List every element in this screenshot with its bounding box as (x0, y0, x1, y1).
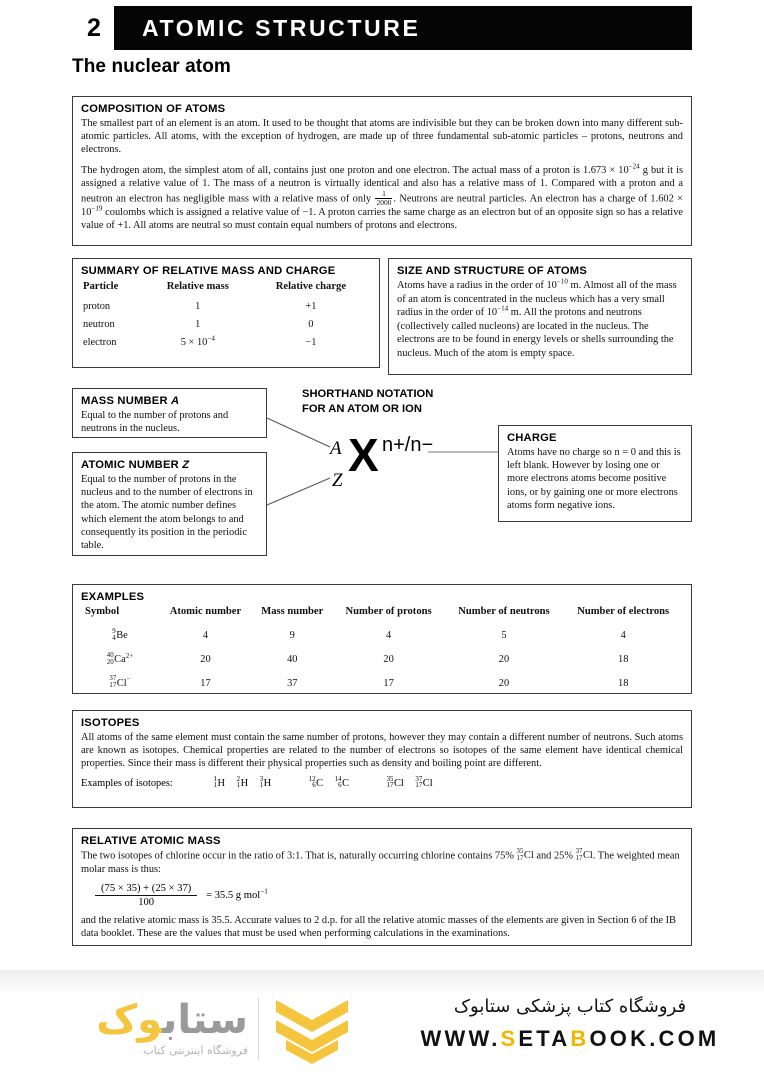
chevron-icon (272, 998, 352, 1064)
column-header-relative-mass: Relative mass (166, 281, 229, 292)
isotope-group-chlorine (387, 777, 442, 791)
size-structure-body: Atoms have a radius in the order of $10^{-10}$ m. Almost all of the mass of an atom is concentrated in the nucleus which has a very small radius in the order of $10^{-14}$ m. All the protons and neutrons (collectively called nucleons) are located in the nucleus. The electrons are to be found in energy levels or shells surrounding the nucleus. Much of the atom is empty space. (397, 277, 677, 359)
summary-relative-mass-charge-panel (72, 258, 380, 368)
shorthand-notation-label (302, 387, 492, 417)
url-letter-b: B (570, 1026, 590, 1051)
atomic-number-title: ATOMIC NUMBER Z (81, 459, 190, 471)
cell-relative-mass: 1 (195, 318, 201, 330)
equation-denominator: 100 (138, 896, 155, 908)
mass-number-symbol: A (171, 395, 180, 407)
isotope-notation: 37 17 Cl (575, 848, 593, 862)
ion-charge: − (126, 675, 131, 684)
brand-url[interactable] (400, 1026, 740, 1052)
cell-atomic-number: 17 (200, 677, 211, 689)
isotope-notation: 37 17 Cl− (109, 675, 131, 690)
isotope-group-hydrogen (214, 777, 281, 791)
size-structure-of-atoms-panel (388, 258, 692, 375)
cell-electrons: 18 (618, 654, 629, 666)
isotope-notation: 37 17 Cl (415, 775, 433, 790)
shorthand-label-line-2: FOR AN ATOM OR ION (302, 403, 422, 415)
column-header-atomic-number: Atomic number (169, 606, 242, 617)
cell-relative-mass: 1 (195, 300, 201, 312)
percent-cl35: 75% (494, 850, 514, 862)
equation-numerator: (75 × 35) + (25 × 37) (95, 883, 197, 896)
isotope-notation: 14 6 C (334, 775, 349, 790)
atomic-number-body: Equal to the number of protons in the nucleus and to the number of electrons in the atom. The atomic number defines which element the atom belongs to and consequently its position in the periodic table. (81, 474, 253, 552)
column-header-mass-number: Mass number (261, 606, 324, 617)
examples-table (81, 605, 683, 695)
chapter-number: 2 (87, 14, 101, 42)
cell-relative-charge: +1 (305, 300, 317, 312)
charge-callout-box (498, 425, 692, 522)
examples-title: EXAMPLES (81, 591, 145, 603)
atomic-number-callout-box (72, 452, 267, 556)
cell-relative-charge: −1 (305, 336, 317, 348)
notation-charge: n+/n− (382, 434, 434, 456)
table-row (81, 315, 371, 333)
cell-symbol (81, 648, 159, 672)
isotopes-examples-label: Examples of isotopes: (81, 777, 173, 789)
mass-number-title: MASS NUMBER A (81, 395, 180, 407)
isotope-group-carbon (309, 777, 358, 791)
cell-particle: electron (83, 336, 117, 348)
logo-divider (258, 998, 259, 1060)
relative-atomic-mass-title: RELATIVE ATOMIC MASS (81, 835, 221, 847)
charge-title: CHARGE (507, 432, 557, 444)
page-title: The nuclear atom (72, 56, 231, 77)
cell-protons: 4 (385, 630, 392, 642)
cell-neutrons: 5 (501, 630, 507, 642)
isotopes-body: All atoms of the same element must contain the same number of protons, however they may contain a different number of neutrons. Such atoms are known as isotopes. Chemical properties are related to the number of electrons so isotopes of the same element have identical chemical properties. Since their mass is different their physical properties such as density and boiling point are different. (81, 732, 683, 770)
isotopes-panel (72, 710, 692, 808)
logo-wordmark (48, 996, 248, 1044)
column-header-neutrons: Number of neutrons (458, 606, 550, 617)
cell-relative-charge: 0 (308, 318, 314, 330)
notation-mass-number: A (330, 438, 342, 459)
cell-protons: 17 (383, 677, 394, 689)
cell-mass-number: 9 (289, 630, 295, 642)
url-part-3: OOK.COM (589, 1026, 720, 1051)
cell-mass-number: 37 (287, 677, 298, 689)
mass-number-body: Equal to the number of protons and neutrons in the nucleus. (81, 410, 229, 435)
column-header-particle: Particle (83, 281, 119, 292)
isotope-notation: 1 1 H (213, 775, 226, 790)
cell-neutrons: 20 (498, 654, 510, 666)
chapter-header (72, 6, 692, 50)
shorthand-label-line-1: SHORTHAND NOTATION (302, 388, 434, 400)
isotopes-title: ISOTOPES (81, 717, 140, 729)
isotope-notation: 40 20 $Ca^{2+}$ (106, 651, 134, 666)
brand-block (400, 994, 740, 1052)
summary-table (81, 279, 371, 351)
cell-atomic-number: 20 (200, 654, 211, 666)
cell-relative-mass: $5 \times 10^{-4}$ (180, 334, 215, 348)
cell-particle: proton (83, 300, 111, 312)
mass-number-callout-box (72, 388, 267, 438)
isotope-notation: 3 1 H (259, 775, 272, 790)
table-row (81, 297, 371, 315)
percent-cl37: 25% (553, 850, 573, 862)
equation-result: = 35.5 g mol$^{-1}$ (205, 887, 268, 901)
isotopes-examples-row (81, 777, 683, 791)
cell-protons: 20 (383, 654, 394, 666)
fraction-one-over-2000: $\frac{1}{2000}$ (376, 189, 392, 207)
notation-atomic-number: Z (332, 470, 343, 491)
url-letter-s: S (500, 1026, 519, 1051)
table-row (81, 624, 683, 648)
logo-word-gray: ستاب (162, 997, 248, 1043)
cell-neutrons: 20 (498, 677, 510, 689)
column-header-electrons: Number of electrons (577, 606, 670, 617)
shorthand-notation-diagram (318, 429, 488, 494)
cell-mass-number: 40 (287, 654, 298, 666)
relative-atomic-mass-intro: The two isotopes of chlorine occur in the ratio of 3:1. That is, naturally occurring chlorine contains 75% 35 17 Cl and 25% 37 17 Cl. The weighted mean molar mass is thus: (81, 848, 680, 875)
footer-divider (0, 970, 764, 992)
cell-atomic-number: 4 (202, 630, 209, 642)
isotope-notation: 2 1 H (236, 775, 249, 790)
table-row (81, 333, 371, 351)
cell-symbol (81, 671, 159, 695)
isotope-notation: 9 4 Be (112, 628, 128, 642)
cell-particle: neutron (83, 318, 115, 330)
url-part-2: ETA (518, 1026, 571, 1051)
relative-atomic-mass-closing: and the relative atomic mass is 35.5. Accurate values to 2 d.p. for all the relative atomic masses of the elements are given in Section 6 of the IB data booklet. These are the values that must be used when performing calculations in the examinations. (81, 914, 676, 940)
isotope-notation: 35 17 Cl (386, 775, 404, 790)
composition-paragraph-1: The smallest part of an element is an atom. It used to be thought that atoms are indivisible but they can be broken down into many different sub-atomic particles. All atoms, with the exception of hydrogen, are made up of three fundamental sub-atomic particles – protons, neutrons and electrons. (81, 118, 683, 156)
logo-word-highlight: وک (96, 997, 163, 1043)
ion-charge: 2+ (125, 651, 134, 660)
column-header-protons: Number of protons (345, 606, 432, 617)
composition-of-atoms-panel (72, 96, 692, 246)
isotope-notation: 35 17 Cl (516, 848, 534, 862)
logo-subtitle: فروشگاه اینترنتی کتاب (143, 1044, 248, 1057)
table-row (81, 648, 683, 672)
equation-fraction (95, 883, 197, 908)
setabook-logo (40, 992, 340, 1074)
size-structure-title: SIZE AND STRUCTURE OF ATOMS (397, 265, 587, 277)
cell-electrons: 18 (618, 677, 629, 689)
notation-element-symbol: X (348, 429, 379, 481)
footer-watermark (0, 970, 764, 1080)
url-part-1: WWW. (420, 1026, 501, 1051)
composition-title: COMPOSITION OF ATOMS (81, 103, 226, 115)
isotope-notation: 12 6 C (308, 775, 324, 790)
examples-panel (72, 584, 692, 694)
brand-persian-text: فروشگاه کتاب پزشکی ستابوک (453, 996, 687, 1017)
table-row (81, 671, 683, 695)
table-header-row (81, 279, 371, 297)
table-header-row (81, 605, 683, 624)
chlorine-ratio: 3:1 (287, 850, 301, 862)
relative-atomic-mass-panel (72, 828, 692, 946)
composition-paragraph-2: The hydrogen atom, the simplest atom of all, contains just one proton and one electron. The actual mass of a proton is $1.673 \times 10^{-24}$ g but it is assigned a relative value of 1. The mass of a neutron is virtually identical and also has a relative mass of 1. Compared with a proton and a neutron an electron has negligible mass with a relative mass of only $\frac{1}{2000}$ . Neutrons are neutral particles. An electron has a charge of $1.602 \times 10^{-19}$ coulombs which is assigned a relative value of −1. A proton carries the same charge as an electron but of an opposite sign so has a relative value of +1. All atoms are neutral so must contain equal numbers of protons and electrons. (81, 162, 683, 232)
charge-body: Atoms have no charge so n = 0 and this is left blank. However by losing one or more electrons atoms become positive ions, or by gaining one or more electrons atoms form negative ions. (507, 447, 681, 511)
column-header-relative-charge: Relative charge (275, 281, 347, 292)
atomic-number-symbol: Z (182, 459, 190, 471)
cell-symbol (81, 624, 159, 648)
chapter-title: ATOMIC STRUCTURE (142, 15, 421, 41)
summary-title: SUMMARY OF RELATIVE MASS AND CHARGE (81, 265, 336, 277)
column-header-symbol: Symbol (85, 606, 120, 617)
cell-electrons: 4 (620, 630, 626, 642)
weighted-mean-equation (95, 883, 683, 908)
